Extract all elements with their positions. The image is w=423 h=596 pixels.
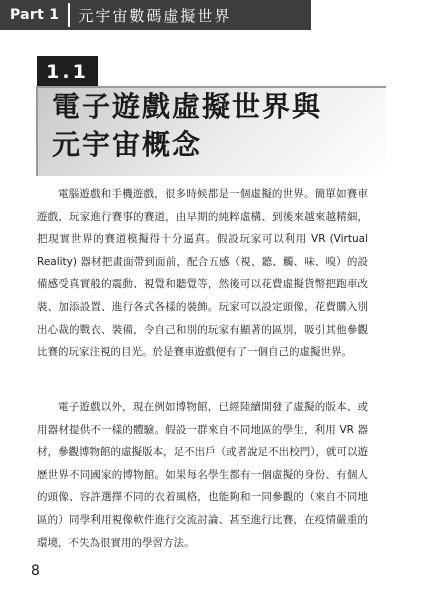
section-title-box xyxy=(36,86,386,176)
page-number: 8 xyxy=(31,563,40,579)
part-title: 元宇宙數碼虛擬世界 xyxy=(78,6,232,25)
part-label: Part 1 xyxy=(10,7,60,23)
body-paragraph-2: 電子遊戲以外，現在例如博物館，已經陸續開發了虛擬的版本、或用器材提供不一樣的體驗。假設一群來自不同地區的學生，利用 VR 器材，參觀博物館的虛擬版本，足不出戶（或者說足不出校門），就可以遊歷世界不同國家的博物館。如果每名學生都有一個虛擬的身份、有個人的頭像、容許選擇不同的衣着風格，也能夠和一同參觀的（來自不同地區的）同學利用視像軟件進行交流討論、甚至進行比賽，在疫情嚴重的環境，不失為很實用的學習方法。 xyxy=(37,401,368,549)
section-title-line-2: 元宇宙概念 xyxy=(52,128,203,161)
page-header xyxy=(0,0,311,30)
section-title-line-1: 電子遊戲虛擬世界與 xyxy=(52,90,323,123)
body-paragraph-1: 電腦遊戲和手機遊戲，很多時候都是一個虛擬的世界。簡單如賽車遊戲，玩家進行賽事的賽道，由早期的純粹虛構、到後來越來越精細，把現實世界的賽道模擬得十分逼真。假設玩家可以利用 VR (Virtual Reality) 器材把畫面帶到面前，配合五感（視、聽、觸、味、嗅）的設備感受真實般的震動、視覺和聽覺等，然後可以花費虛擬貨幣把跑車改裝、加添設置、進行各式各樣的裝飾。玩家可以設定頭像，花費購入別出心裁的戰衣、裝備，令自己和別的玩家有顯著的區別，吸引其他參觀比賽的玩家注視的目光。於是賽車遊戲便有了一個自己的虛擬世界。 xyxy=(37,188,368,359)
header-divider xyxy=(68,3,70,27)
section-number-badge: 1.1 xyxy=(37,56,98,87)
